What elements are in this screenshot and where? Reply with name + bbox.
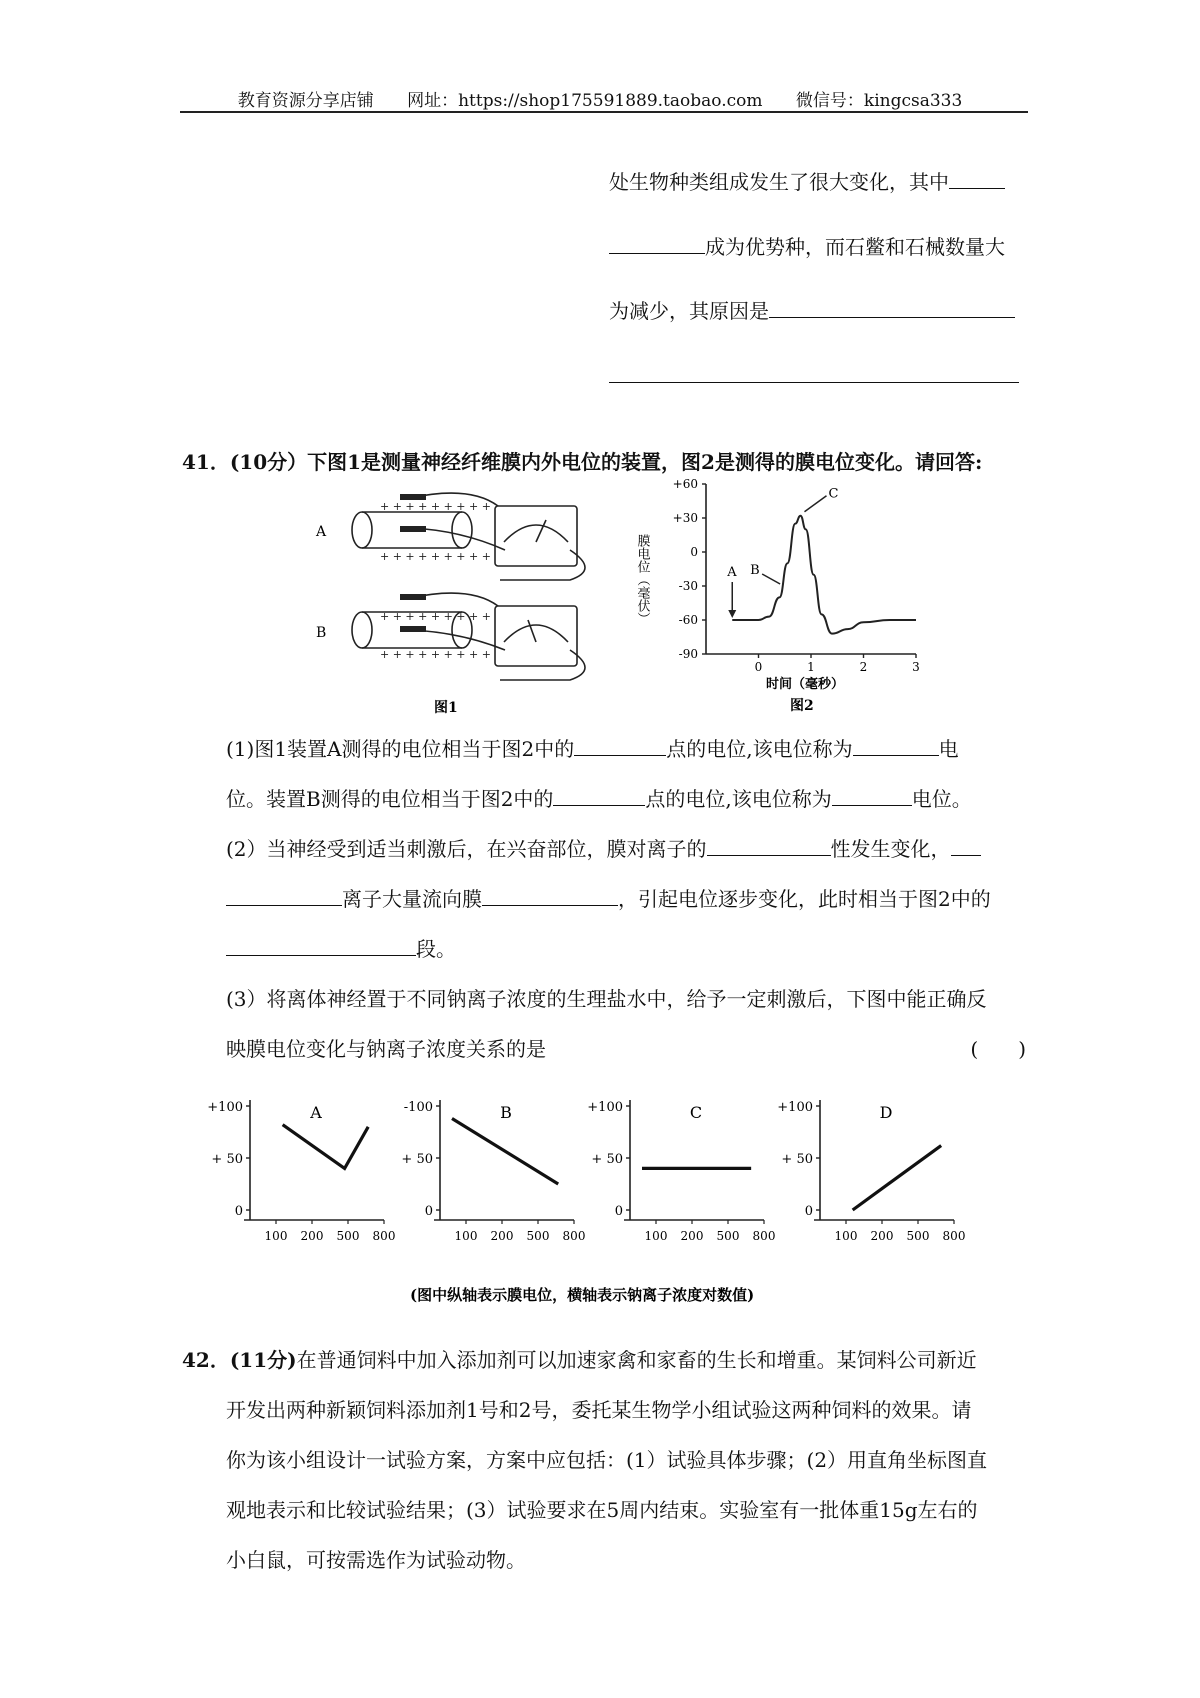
x-tick-label: 500: [336, 1229, 360, 1243]
q40-line2: [609, 231, 1005, 260]
y-tick-label: 0: [690, 545, 698, 559]
svg-text:+ + + + + + + + +: + + + + + + + + +: [380, 610, 491, 623]
q41-p1b-1: 位。装置B测得的电位相当于图2中的: [226, 787, 554, 811]
q41-p1b-2: 点的电位,该电位称为: [645, 787, 832, 811]
answer-blank[interactable]: [949, 187, 1005, 189]
option-line: [853, 1146, 942, 1210]
q41-p2b-1: 离子大量流向膜: [342, 887, 482, 911]
y-tick-label: 0: [234, 1204, 243, 1219]
q42-number: 42．(11分): [182, 1348, 297, 1372]
option-label: C: [689, 1103, 703, 1122]
option-chart-b: [401, 1100, 585, 1243]
x-tick-label: 100: [834, 1229, 858, 1243]
fig2-y-label: 膜电位（毫伏）: [634, 534, 650, 625]
options-caption: (图中纵轴表示膜电位，横轴表示钠离子浓度对数值): [410, 1286, 755, 1304]
y-tick-label: +100: [777, 1100, 813, 1115]
x-tick-label: 2: [859, 660, 868, 674]
q42-line2: 开发出两种新颖饲料添加剂1号和2号，委托某生物学小组试验这两种饲料的效果。请: [226, 1398, 972, 1422]
q40-line3-text: 为减少，其原因是: [609, 299, 769, 323]
q41-p1a-3: 电: [938, 737, 959, 761]
y-tick-label: +100: [207, 1100, 243, 1115]
q41-p2-line3: [226, 933, 456, 962]
option-charts: [207, 1090, 990, 1310]
q41-p2-line1: [226, 833, 981, 862]
x-tick-label: 200: [870, 1229, 894, 1243]
q41-p2-line2: [226, 883, 991, 912]
answer-blank[interactable]: [951, 854, 981, 856]
x-tick-label: 0: [754, 660, 763, 674]
q40-line1-text: 处生物种类组成发生了很大变化，其中: [609, 170, 949, 194]
fig2-point-a: A: [727, 565, 737, 580]
q41-p3-line2: [226, 1033, 1026, 1062]
x-tick-label: 200: [300, 1229, 324, 1243]
y-tick-label: -30: [678, 579, 698, 593]
x-tick-label: 200: [680, 1229, 704, 1243]
answer-blank[interactable]: [832, 804, 912, 806]
figure-1: [300, 480, 600, 720]
x-tick-label: 800: [752, 1229, 776, 1243]
q41-p3-line1: (3）将离体神经置于不同钠离子浓度的生理盐水中，给予一定刺激后，下图中能正确反: [226, 987, 987, 1011]
header-wechat: 微信号：kingcsa333: [795, 91, 963, 111]
y-tick-label: + 50: [591, 1152, 623, 1167]
q41-p2a-1: (2）当神经受到适当刺激后，在兴奋部位，膜对离子的: [226, 837, 707, 861]
q41-p1-line1: [226, 733, 959, 762]
y-tick-label: + 50: [211, 1152, 243, 1167]
membrane-potential-curve: [732, 516, 916, 634]
answer-blank[interactable]: [226, 904, 342, 906]
q40-line2-text: 成为优势种，而石鳖和石械数量大: [705, 235, 1005, 259]
svg-text:+ + + + + + + + +: + + + + + + + + +: [380, 648, 491, 661]
y-tick-label: 0: [424, 1204, 433, 1219]
y-tick-label: + 50: [781, 1152, 813, 1167]
svg-text:+ + + + + + + + +: + + + + + + + + +: [380, 500, 491, 513]
option-line: [283, 1125, 369, 1169]
y-tick-label: 0: [614, 1204, 623, 1219]
y-tick-label: +30: [672, 511, 698, 525]
answer-blank[interactable]: [226, 954, 416, 956]
arrow-icon: [762, 574, 780, 584]
fig2-x-label: 时间（毫秒）: [766, 677, 845, 692]
q41-p2a-2: 性发生变化，: [830, 837, 951, 861]
option-label: D: [879, 1103, 893, 1122]
answer-paren[interactable]: ( ): [970, 1037, 1026, 1061]
q41-p1b-3: 电位。: [911, 787, 972, 811]
x-tick-label: 500: [906, 1229, 930, 1243]
y-tick-label: 0: [804, 1204, 813, 1219]
q41-p2b-2: ，引起电位逐步变化，此时相当于图2中的: [618, 887, 991, 911]
q40-line3: [609, 295, 1015, 324]
q40-line1: [609, 166, 1005, 195]
q41-p3b: 映膜电位变化与钠离子浓度关系的是: [226, 1037, 546, 1061]
header-site: 网址：https://shop175591889.taobao.com: [407, 91, 763, 111]
answer-blank[interactable]: [574, 754, 666, 756]
page-header: [0, 86, 1200, 111]
option-line: [452, 1118, 558, 1184]
x-tick-label: 500: [526, 1229, 550, 1243]
fig1-caption: 图1: [434, 700, 458, 716]
header-shop: 教育资源分享店铺: [237, 91, 374, 111]
x-tick-label: 1: [807, 660, 815, 674]
y-tick-label: +60: [672, 477, 698, 491]
option-chart-a: [207, 1100, 395, 1243]
q42-line1-text: 在普通饲料中加入添加剂可以加速家禽和家畜的生长和增重。某饲料公司新近: [296, 1348, 977, 1372]
arrow-icon: [805, 496, 827, 512]
svg-text:+ + + + + + + + +: + + + + + + + + +: [380, 550, 491, 563]
q41-p1-line2: [226, 783, 972, 812]
q41-p1a-1: (1)图1装置A测得的电位相当于图2中的: [226, 737, 575, 761]
q42-line3: 你为该小组设计一试验方案，方案中应包括：(1）试验具体步骤；(2）用直角坐标图直: [226, 1448, 988, 1472]
x-tick-label: 200: [490, 1229, 514, 1243]
x-tick-label: 800: [942, 1229, 966, 1243]
fig2-point-c: C: [828, 486, 839, 502]
q41-title: 41．(10分）下图1是测量神经纤维膜内外电位的装置，图2是测得的膜电位变化。请回答:: [182, 450, 983, 474]
answer-blank[interactable]: [707, 854, 831, 856]
fig2-caption: 图2: [790, 698, 814, 714]
answer-blank[interactable]: [609, 381, 1019, 383]
option-chart-d: [777, 1100, 965, 1243]
answer-blank[interactable]: [853, 754, 939, 756]
x-tick-label: 800: [562, 1229, 586, 1243]
q42-line4: 观地表示和比较试验结果；(3）试验要求在5周内结束。实验室有一批体重15g左右的: [226, 1498, 978, 1522]
x-tick-label: 100: [454, 1229, 478, 1243]
y-tick-label: -100: [403, 1100, 433, 1115]
q42-line1: [182, 1344, 977, 1373]
x-tick-label: 100: [264, 1229, 288, 1243]
q42-line5: 小白鼠，可按需选作为试验动物。: [226, 1548, 526, 1572]
answer-blank[interactable]: [769, 316, 1015, 318]
y-tick-label: -60: [678, 613, 698, 627]
fig2-point-b: B: [750, 563, 760, 578]
fig1-label-a: A: [316, 524, 327, 540]
option-chart-c: [587, 1100, 775, 1243]
y-tick-label: +100: [587, 1100, 623, 1115]
option-label: B: [500, 1103, 512, 1122]
q41-p1a-2: 点的电位,该电位称为: [666, 737, 853, 761]
answer-blank[interactable]: [482, 904, 618, 906]
q41-p2c: 段。: [416, 937, 456, 961]
header-rule: [180, 111, 1028, 113]
x-tick-label: 100: [644, 1229, 668, 1243]
arrow-head-icon: [728, 610, 736, 618]
x-tick-label: 800: [372, 1229, 396, 1243]
x-tick-label: 3: [912, 660, 920, 674]
option-label: A: [310, 1103, 322, 1122]
y-tick-label: -90: [678, 647, 698, 661]
fig1-label-b: B: [316, 625, 327, 641]
x-tick-label: 500: [716, 1229, 740, 1243]
answer-blank[interactable]: [609, 252, 705, 254]
answer-blank[interactable]: [553, 804, 645, 806]
y-tick-label: + 50: [401, 1152, 433, 1167]
figure-2: [634, 474, 940, 714]
